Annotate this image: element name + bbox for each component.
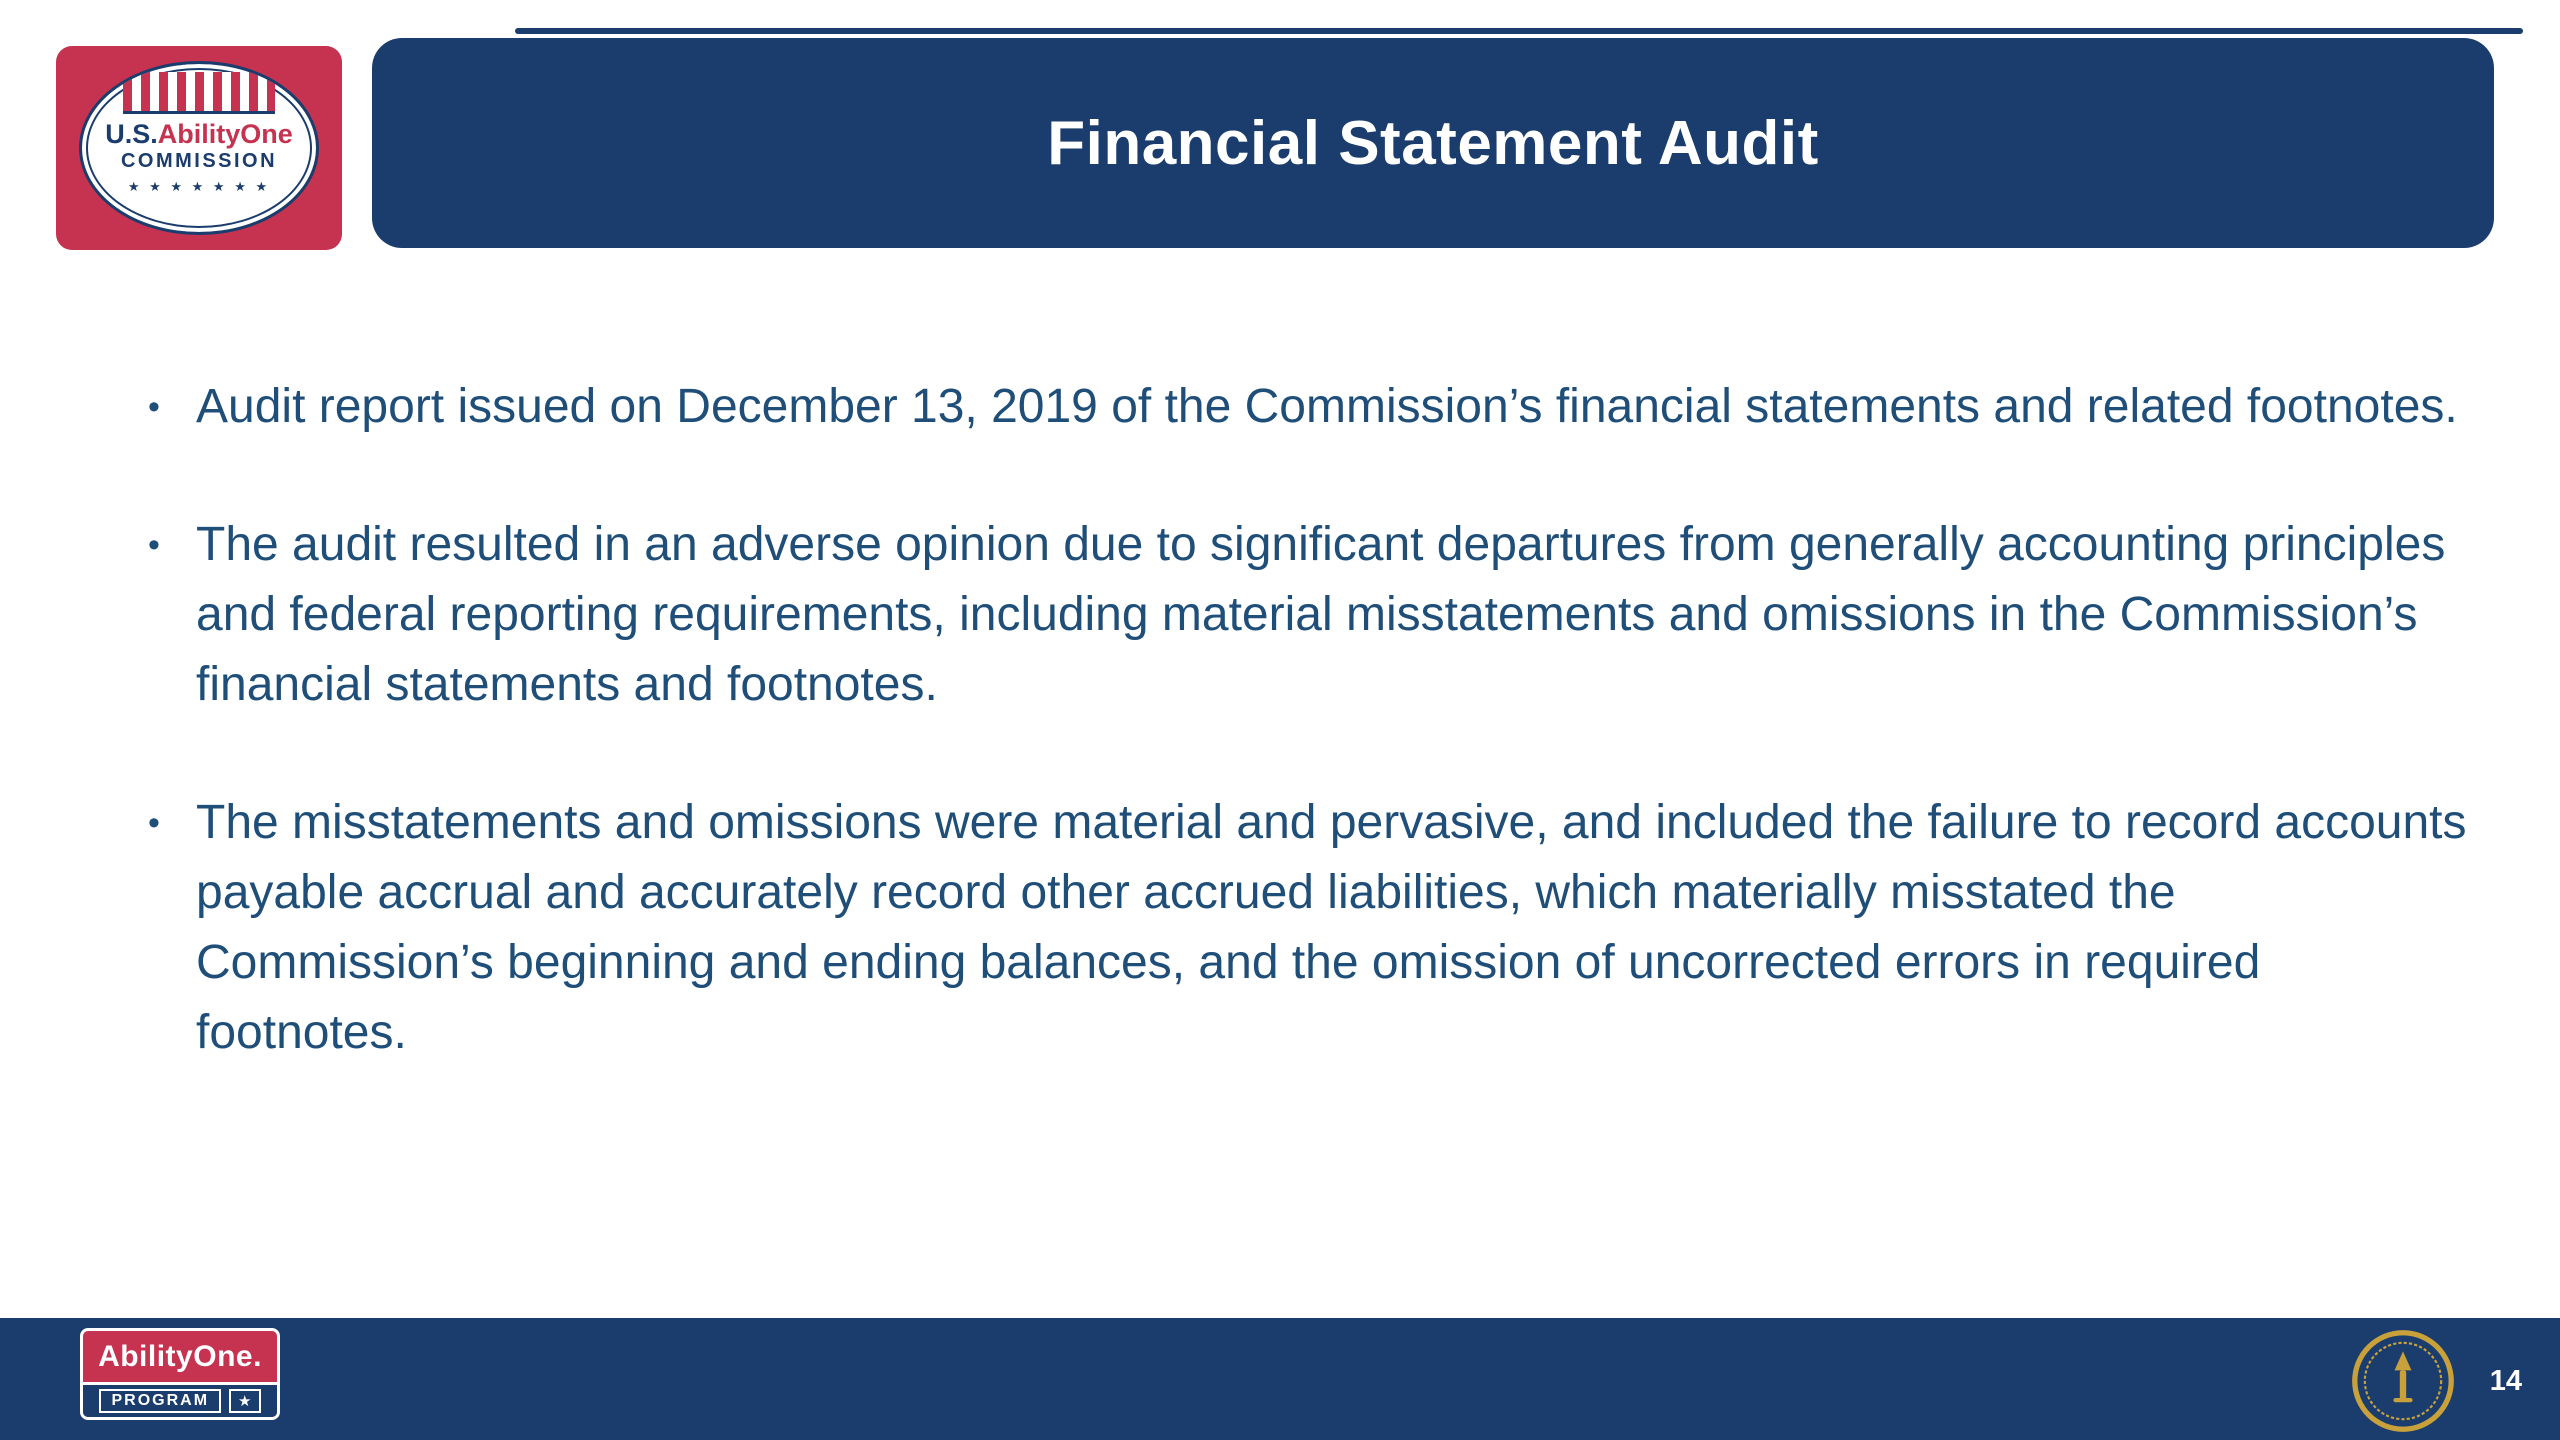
bullet-item	[148, 372, 2478, 442]
slide-title: Financial Statement Audit	[1047, 108, 1819, 178]
top-divider	[515, 28, 2523, 34]
flag-stripes-icon	[123, 72, 275, 114]
bullet-text-3: The misstatements and omissions were material and pervasive, and included the failure to record accounts payable accrual and accurately record other accrued liabilities, which materially misstated the Commission’s beginning and ending balances, and the omission of uncorrected errors in required footnotes.	[196, 796, 2467, 1059]
slide-body	[148, 372, 2478, 1068]
page-number: 14	[2489, 1365, 2522, 1397]
bullet-item	[148, 510, 2478, 720]
slide-header-bar	[372, 38, 2494, 248]
commission-logo-oval	[79, 61, 319, 235]
bullet-text-1: Audit report issued on December 13, 2019 of the Commission’s financial statements and related footnotes.	[196, 380, 2458, 433]
gold-seal-icon	[2350, 1328, 2456, 1434]
logo-abilityone-text: AbilityOne	[157, 119, 293, 149]
program-logo-word: PROGRAM	[99, 1389, 221, 1413]
program-logo-strip	[83, 1382, 277, 1417]
logo-us-text: U.S.	[105, 119, 158, 149]
star-icon: ★	[229, 1389, 260, 1413]
bullet-marker: •	[148, 804, 160, 842]
slide-footer-bar	[0, 1318, 2560, 1440]
abilityone-commission-logo	[56, 46, 342, 250]
abilityone-program-logo	[80, 1328, 280, 1420]
bullet-marker: •	[148, 526, 160, 564]
bullet-marker: •	[148, 388, 160, 426]
program-logo-name: AbilityOne.	[98, 1339, 262, 1373]
bullet-text-2: The audit resulted in an adverse opinion due to significant departures from generally accounting principles and federal reporting requirements, including material misstatements and omissions in the Commission’s financial statements and footnotes.	[196, 518, 2446, 711]
bullet-item	[148, 788, 2478, 1068]
logo-wordmark	[105, 120, 293, 148]
logo-commission-text: COMMISSION	[120, 150, 278, 173]
stars-icon: ★ ★ ★ ★ ★ ★ ★	[127, 179, 271, 195]
